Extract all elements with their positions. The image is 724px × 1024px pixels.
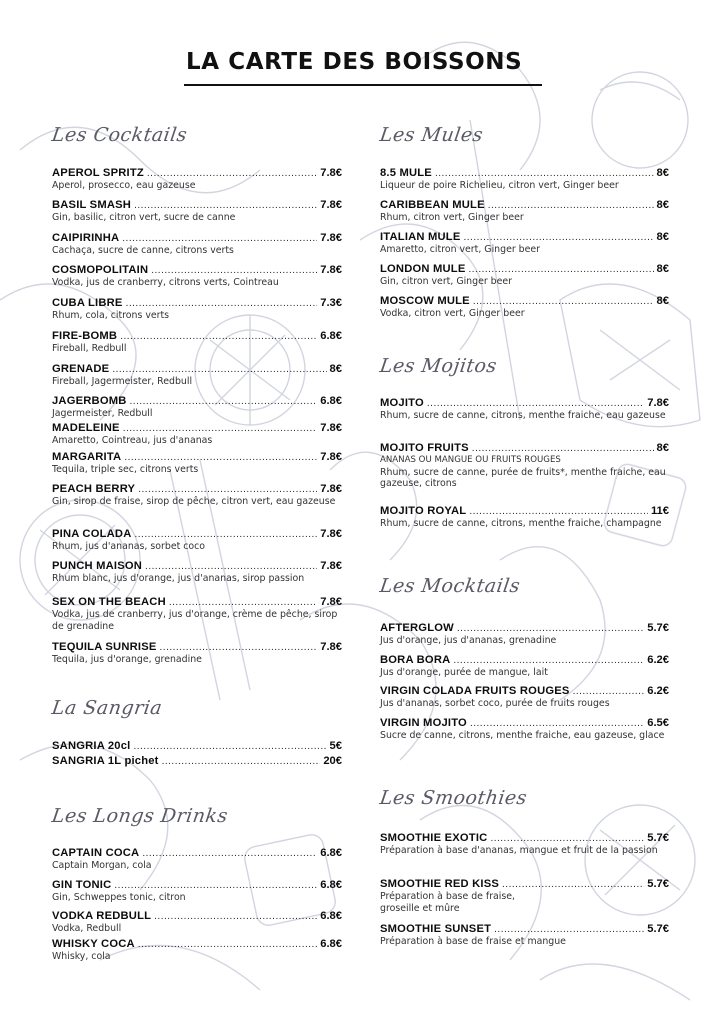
menu-item	[380, 878, 669, 914]
menu-item	[380, 442, 669, 490]
item-price: 7.8€	[320, 596, 342, 608]
item-price: 5.7€	[647, 923, 669, 935]
heading-mules: Les Mules	[378, 124, 485, 146]
item-price: 7.8€	[320, 232, 342, 244]
menu-item	[380, 231, 669, 256]
item-name: BASIL SMASH	[52, 199, 132, 211]
item-name: 8.5 MULE	[380, 167, 432, 179]
item-description: Captain Morgan, cola	[52, 860, 152, 871]
item-price: 7.8€	[320, 528, 342, 540]
item-description: Rhum, jus d'ananas, sorbet coco	[52, 541, 206, 552]
menu-item	[52, 528, 342, 553]
item-price: 7.8€	[320, 451, 342, 463]
item-description: Préparation à base de fraise et mangue	[380, 936, 566, 947]
item-price: 7.8€	[320, 422, 342, 434]
menu-item	[52, 422, 342, 447]
item-description: Rhum, sucre de canne, purée de fruits*, menthe fraiche, eau gazeuse, citrons	[380, 466, 666, 489]
item-name: MOJITO FRUITS	[380, 442, 469, 454]
item-description: Amaretto, Cointreau, jus d'ananas	[52, 435, 213, 446]
item-description: Vodka, Redbull	[52, 923, 122, 934]
menu-item	[52, 879, 342, 904]
item-description: Gin, Schweppes tonic, citron	[52, 892, 186, 903]
item-description: Vodka, jus de cranberry, jus d'orange, crème de pêche, sirop de grenadine	[52, 609, 338, 632]
heading-mocktails: Les Mocktails	[378, 575, 522, 597]
menu-item	[380, 263, 669, 288]
item-price: 7.8€	[320, 264, 342, 276]
item-description: Préparation à base de fraise, groseille et mûre	[380, 891, 516, 914]
menu-item	[52, 232, 342, 257]
menu-item	[52, 740, 342, 753]
menu-item	[380, 167, 669, 192]
menu-item	[380, 622, 669, 647]
item-price: 8€	[656, 167, 669, 179]
item-name: GIN TONIC	[52, 879, 112, 891]
heading-sangria: La Sangria	[50, 697, 164, 719]
menu-item	[52, 641, 342, 666]
item-description: Rhum, cola, citrons verts	[52, 310, 170, 321]
item-description: Préparation à base d'ananas, mangue et fruit de la passion	[380, 845, 658, 856]
item-name: MARGARITA	[52, 451, 122, 463]
item-name: MOJITO	[380, 397, 424, 409]
item-note: ANANAS OU MANGUE OU FRUITS ROUGES	[380, 455, 561, 465]
item-description: Rhum blanc, jus d'orange, jus d'ananas, sirop passion	[52, 573, 305, 584]
item-price: 8€	[656, 199, 669, 211]
item-description: Fireball, Redbull	[52, 343, 127, 354]
item-name: AFTERGLOW	[380, 622, 454, 634]
item-price: 8€	[656, 295, 669, 307]
item-description: Amaretto, citron vert, Ginger beer	[380, 244, 541, 255]
item-name: SMOOTHIE RED KISS	[380, 878, 500, 890]
item-price: 6.8€	[320, 395, 342, 407]
item-name: CAPTAIN COCA	[52, 847, 140, 859]
item-name: SEX ON THE BEACH	[52, 596, 166, 608]
menu-item	[380, 199, 669, 224]
menu-item	[52, 910, 342, 935]
item-description: Rhum, citron vert, Ginger beer	[380, 212, 524, 223]
item-description: Jus d'orange, jus d'ananas, grenadine	[380, 635, 557, 646]
menu-item	[380, 832, 669, 857]
item-price: 6.8€	[320, 910, 342, 922]
item-price: 6.8€	[320, 847, 342, 859]
menu-item	[52, 596, 342, 632]
item-description: Jus d'orange, purée de mangue, lait	[380, 667, 548, 678]
item-description: Vodka, jus de cranberry, citrons verts, Cointreau	[52, 277, 279, 288]
item-price: 11€	[650, 505, 669, 517]
item-price: 8€	[656, 442, 669, 454]
item-name: MOJITO ROYAL	[380, 505, 467, 517]
item-name: PUNCH MAISON	[52, 560, 143, 572]
item-price: 7.8€	[320, 199, 342, 211]
item-price: 6.8€	[320, 938, 342, 950]
item-description: Gin, citron vert, Ginger beer	[380, 276, 513, 287]
item-description: Whisky, cola	[52, 951, 111, 962]
menu-item	[52, 167, 342, 192]
item-name: MOSCOW MULE	[380, 295, 470, 307]
heading-mojitos: Les Mojitos	[378, 355, 499, 377]
menu-item	[52, 297, 342, 322]
item-description: Gin, sirop de fraise, sirop de pêche, citron vert, eau gazeuse	[52, 496, 336, 507]
item-name: TEQUILA SUNRISE	[52, 641, 157, 653]
menu-item	[380, 397, 669, 422]
item-name: PINA COLADA	[52, 528, 132, 540]
title-underline	[184, 84, 542, 86]
item-price: 6.5€	[647, 717, 669, 729]
item-description: Jagermeister, Redbull	[52, 408, 153, 419]
item-name: SMOOTHIE SUNSET	[380, 923, 492, 935]
item-description: Fireball, Jagermeister, Redbull	[52, 376, 193, 387]
item-price: 6.8€	[320, 330, 342, 342]
menu-item	[380, 923, 669, 948]
menu-item	[380, 295, 669, 320]
item-description: Liqueur de poire Richelieu, citron vert, Ginger beer	[380, 180, 619, 191]
item-name: COSMOPOLITAIN	[52, 264, 149, 276]
item-description: Rhum, sucre de canne, citrons, menthe fraiche, eau gazeuse	[380, 410, 666, 421]
heading-cocktails: Les Cocktails	[50, 124, 189, 146]
item-price: 5.7€	[647, 878, 669, 890]
heading-smoothies: Les Smoothies	[378, 787, 529, 809]
item-name: LONDON MULE	[380, 263, 466, 275]
item-price: 5.7€	[647, 622, 669, 634]
menu-item	[380, 654, 669, 679]
item-name: GRENADE	[52, 363, 110, 375]
menu-item	[52, 938, 342, 963]
item-description: Rhum, sucre de canne, citrons, menthe fraiche, champagne	[380, 518, 662, 529]
item-price: 7.8€	[647, 397, 669, 409]
item-name: VIRGIN COLADA FRUITS ROUGES	[380, 685, 570, 697]
item-price: 20€	[323, 755, 342, 767]
menu-item	[52, 330, 342, 355]
item-price: 6.2€	[647, 685, 669, 697]
menu-item	[52, 264, 342, 289]
item-price: 7.3€	[320, 297, 342, 309]
item-description: Aperol, prosecco, eau gazeuse	[52, 180, 196, 191]
item-name: ITALIAN MULE	[380, 231, 461, 243]
menu-item	[52, 560, 342, 585]
item-price: 6.8€	[320, 879, 342, 891]
item-price: 8€	[656, 231, 669, 243]
menu-item	[52, 483, 342, 508]
item-name: JAGERBOMB	[52, 395, 127, 407]
item-name: CAIPIRINHA	[52, 232, 120, 244]
item-description: Tequila, jus d'orange, grenadine	[52, 654, 202, 665]
item-name: PEACH BERRY	[52, 483, 136, 495]
item-price: 5€	[329, 740, 342, 752]
menu-item	[380, 685, 669, 710]
menu-item	[380, 505, 669, 530]
page-title: LA CARTE DES BOISSONS	[186, 49, 523, 75]
item-description: Gin, basilic, citron vert, sucre de canne	[52, 212, 236, 223]
item-name: CUBA LIBRE	[52, 297, 123, 309]
item-price: 8€	[656, 263, 669, 275]
heading-longs-drinks: Les Longs Drinks	[50, 805, 230, 827]
item-name: VIRGIN MOJITO	[380, 717, 467, 729]
item-price: 7.8€	[320, 560, 342, 572]
item-name: SMOOTHIE EXOTIC	[380, 832, 488, 844]
item-price: 7.8€	[320, 483, 342, 495]
menu-item	[52, 395, 342, 420]
item-description: Tequila, triple sec, citrons verts	[52, 464, 199, 475]
menu-item	[52, 199, 342, 224]
item-description: Jus d'ananas, sorbet coco, purée de fruits rouges	[380, 698, 610, 709]
item-name: MADELEINE	[52, 422, 120, 434]
item-price: 7.8€	[320, 641, 342, 653]
item-name: VODKA REDBULL	[52, 910, 152, 922]
item-description: Cachaça, sucre de canne, citrons verts	[52, 245, 234, 256]
item-name: FIRE-BOMB	[52, 330, 118, 342]
item-name: APEROL SPRITZ	[52, 167, 144, 179]
item-name: BORA BORA	[380, 654, 451, 666]
item-price: 7.8€	[320, 167, 342, 179]
menu-item	[52, 363, 342, 388]
menu-item	[52, 755, 342, 768]
item-price: 5.7€	[647, 832, 669, 844]
menu-item	[380, 717, 669, 742]
item-name: SANGRIA 20cl	[52, 740, 131, 752]
menu-item	[52, 847, 342, 872]
menu-item	[52, 451, 342, 476]
item-price: 8€	[329, 363, 342, 375]
item-description: Vodka, citron vert, Ginger beer	[380, 308, 525, 319]
item-price: 6.2€	[647, 654, 669, 666]
item-name: SANGRIA 1L pichet	[52, 755, 159, 767]
item-description: Sucre de canne, citrons, menthe fraiche, eau gazeuse, glace	[380, 730, 665, 741]
item-name: WHISKY COCA	[52, 938, 135, 950]
item-name: CARIBBEAN MULE	[380, 199, 485, 211]
